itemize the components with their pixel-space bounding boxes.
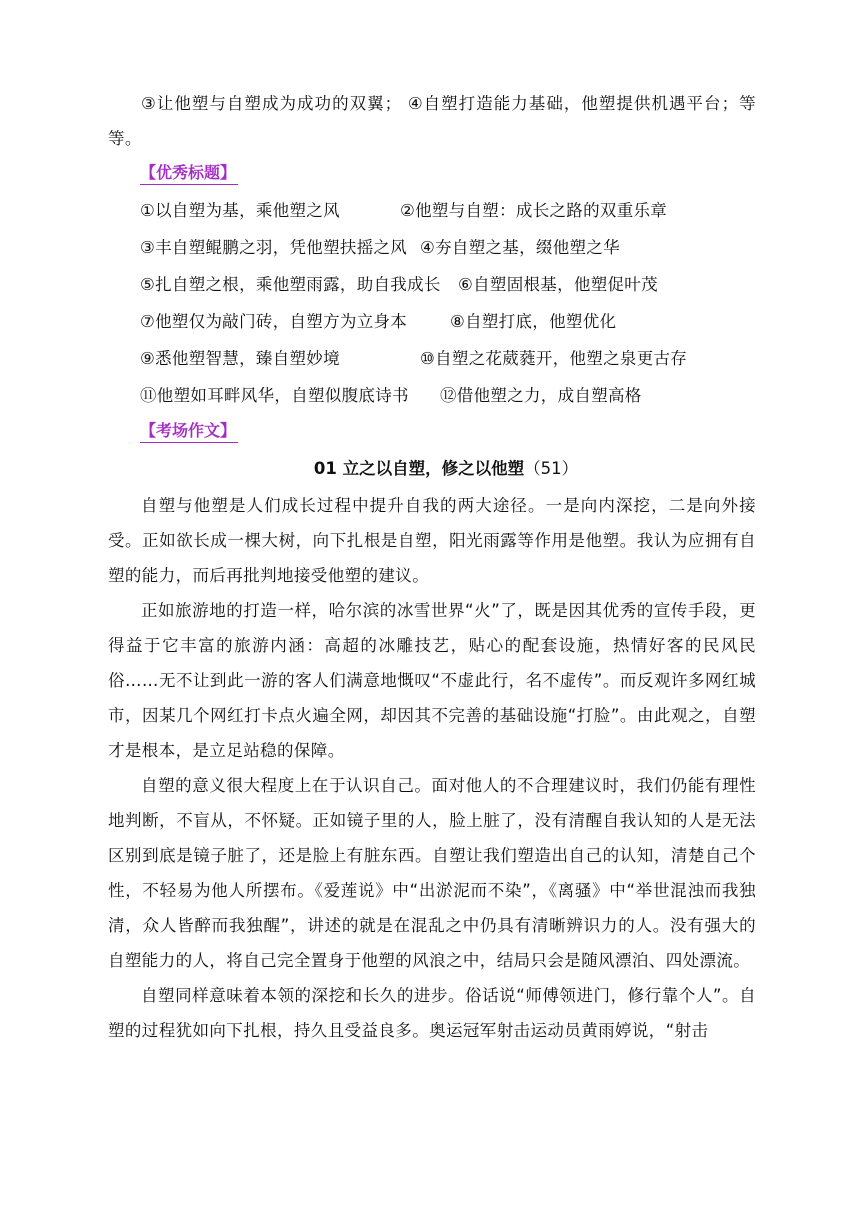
title-item: ③丰自塑鲲鹏之羽，凭他塑扶摇之风: [140, 238, 408, 257]
title-row: [108, 266, 756, 303]
intro-paragraph: ③让他塑与自塑成为成功的双翼； ④自塑打造能力基础，他塑提供机遇平台；等等。: [108, 94, 756, 148]
title-item: ①以自塑为基，乘他塑之风: [140, 201, 340, 220]
title-item: ④夯自塑之基，缀他塑之华: [420, 238, 620, 257]
title-item: ⑨悉他塑智慧，臻自塑妙境: [140, 349, 340, 368]
title-item: ⑧自塑打底，他塑优化: [450, 312, 617, 331]
document-page: [108, 86, 756, 1048]
essay-title-text: 01 立之以自塑，修之以他塑: [313, 459, 525, 478]
title-item: ⑩自塑之花葳蕤开，他塑之泉更古存: [420, 349, 688, 368]
essay-paragraph: 正如旅游地的打造一样，哈尔滨的冰雪世界“火”了，既是因其优秀的宣传手段，更得益于它丰富的旅游内涵：高超的冰雕技艺，贴心的配套设施，热情好客的民风民俗……无不让到此一游的客人们满意地慨叹“不虚此行，名不虚传”。而反观许多网红城市，因某几个网红打卡点火遍全网，却因其不完善的基础设施“打脸”。由此观之，自塑才是根本，是立足站稳的保障。: [108, 601, 756, 760]
title-item: ⑦他塑仅为敲门砖，自塑方为立身本: [140, 312, 408, 331]
title-item: ⑥自塑固根基，他塑促叶茂: [458, 275, 658, 294]
title-item: ②他塑与自塑：成长之路的双重乐章: [400, 201, 668, 220]
essay-paragraph: 自塑的意义很大程度上在于认识自己。面对他人的不合理建议时，我们仍能有理性地判断，不盲从，不怀疑。正如镜子里的人，脸上脏了，没有清醒自我认知的人是无法区别到底是镜子脏了，还是脸上有脏东西。自塑让我们塑造出自己的认知，清楚自己个性，不轻易为他人所摆布。《爱莲说》中“出淤泥而不染”，《离骚》中“举世混浊而我独清，众人皆醉而我独醒”，讲述的就是在混乱之中仍具有清晰辨识力的人。没有强大的自塑能力的人，将自己完全置身于他塑的风浪之中，结局只会是随风漂泊、四处漂流。: [108, 776, 756, 970]
titles-list: [108, 192, 756, 414]
essay-title: [108, 450, 756, 488]
title-item: ⑫借他塑之力，成自塑高格: [440, 386, 642, 405]
title-item: ⑤扎自塑之根，乘他塑雨露，助自我成长: [140, 275, 441, 294]
title-row: [108, 192, 756, 229]
heading-exam-essay: 【考场作文】: [140, 420, 238, 443]
title-row: [108, 229, 756, 266]
essay-paragraph: 自塑与他塑是人们成长过程中提升自我的两大途径。一是向内深挖，二是向外接受。正如欲长成一棵大树，向下扎根是自塑，阳光雨露等作用是他塑。我认为应拥有自塑的能力，而后再批判地接受他塑的建议。: [108, 496, 756, 585]
heading-excellent-titles: 【优秀标题】: [140, 162, 238, 185]
essay-paragraph: 自塑同样意味着本领的深挖和长久的进步。俗话说“师傅领进门，修行靠个人”。自塑的过程犹如向下扎根，持久且受益良多。奥运冠军射击运动员黄雨婷说，“射击: [108, 986, 756, 1040]
title-row: [108, 303, 756, 340]
title-row: [108, 377, 756, 414]
title-item: ⑪他塑如耳畔风华，自塑似腹底诗书: [140, 386, 409, 405]
title-row: [108, 340, 756, 377]
essay-score: （51）: [524, 459, 579, 478]
